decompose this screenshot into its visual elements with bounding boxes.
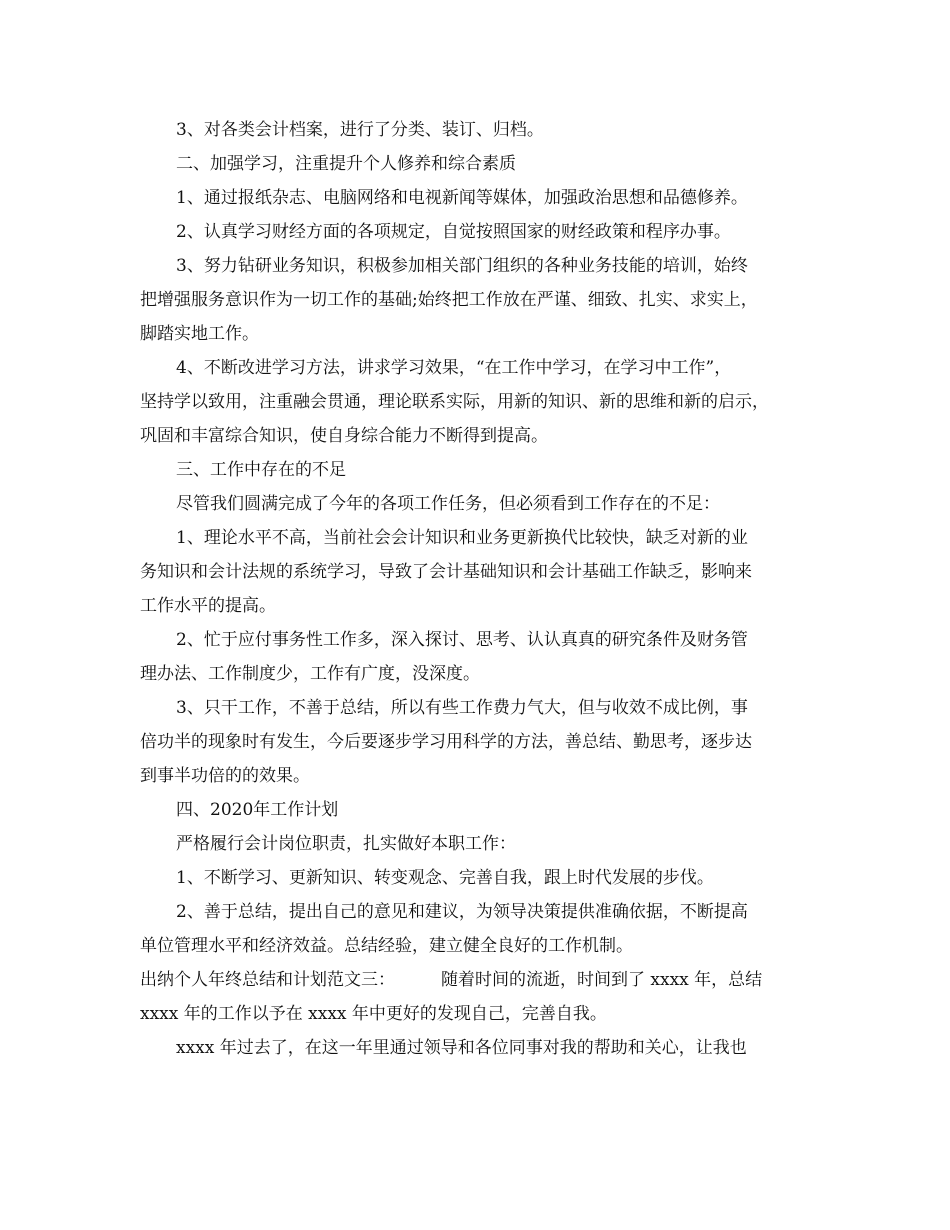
- paragraph-line: 4、不断改进学习方法，讲求学习效果，“在工作中学习，在学习中工作”，: [176, 358, 732, 378]
- paragraph-line: xxxx 年的工作以予在 xxxx 年中更好的发现自己，完善自我。: [140, 1004, 607, 1024]
- article-intro: 随着时间的流逝，时间到了 xxxx 年，总结: [441, 970, 763, 990]
- paragraph-line: 工作水平的提高。: [140, 596, 276, 616]
- paragraph-line: 2、认真学习财经方面的各项规定，自觉按照国家的财经政策和程序办事。: [176, 222, 731, 242]
- section-heading: 三、工作中存在的不足: [176, 460, 346, 480]
- paragraph-line: 严格履行会计岗位职责，扎实做好本职工作：: [176, 834, 516, 854]
- paragraph-line: 3、对各类会计档案，进行了分类、装订、归档。: [176, 120, 544, 140]
- paragraph-line: 倍功半的现象时有发生，今后要逐步学习用科学的方法，善总结、勤思考，逐步达: [140, 732, 752, 752]
- paragraph-line: 2、忙于应付事务性工作多，深入探讨、思考、认认真真的研究条件及财务管: [176, 630, 748, 650]
- article-title: 出纳个人年终总结和计划范文三：: [140, 970, 395, 990]
- article-heading-line: [140, 968, 762, 992]
- paragraph-line: 3、努力钻研业务知识，积极参加相关部门组织的各种业务技能的培训，始终: [176, 256, 748, 276]
- paragraph-line: xxxx 年过去了，在这一年里通过领导和各位同事对我的帮助和关心，让我也: [176, 1038, 747, 1058]
- paragraph-line: 2、善于总结，提出自己的意见和建议，为领导决策提供准确依据，不断提高: [176, 902, 748, 922]
- paragraph-line: 理办法、工作制度少，工作有广度，没深度。: [140, 664, 480, 684]
- section-heading: 二、加强学习，注重提升个人修养和综合素质: [176, 154, 516, 174]
- paragraph-line: 1、理论水平不高，当前社会会计知识和业务更新换代比较快，缺乏对新的业: [176, 528, 748, 548]
- section-heading: 四、2020年工作计划: [176, 800, 339, 820]
- paragraph-line: 尽管我们圆满完成了今年的各项工作任务，但必须看到工作存在的不足：: [176, 494, 720, 514]
- paragraph-line: 巩固和丰富综合知识，使自身综合能力不断得到提高。: [140, 426, 548, 446]
- paragraph-line: 单位管理水平和经济效益。总结经验，建立健全良好的工作机制。: [140, 936, 633, 956]
- paragraph-line: 坚持学以致用，注重融会贯通，理论联系实际，用新的知识、新的思维和新的启示，: [140, 392, 769, 412]
- paragraph-line: 把增强服务意识作为一切工作的基础;始终把工作放在严谨、细致、扎实、求实上，: [140, 290, 758, 310]
- paragraph-line: 脚踏实地工作。: [140, 324, 259, 344]
- paragraph-line: 1、不断学习、更新知识、转变观念、完善自我，跟上时代发展的步伐。: [176, 868, 714, 888]
- paragraph-line: 3、只干工作，不善于总结，所以有些工作费力气大，但与收效不成比例，事: [176, 698, 748, 718]
- paragraph-line: 1、通过报纸杂志、电脑网络和电视新闻等媒体，加强政治思想和品德修养。: [176, 188, 748, 208]
- paragraph-line: 到事半功倍的的效果。: [140, 766, 310, 786]
- paragraph-line: 务知识和会计法规的系统学习，导致了会计基础知识和会计基础工作缺乏，影响来: [140, 562, 752, 582]
